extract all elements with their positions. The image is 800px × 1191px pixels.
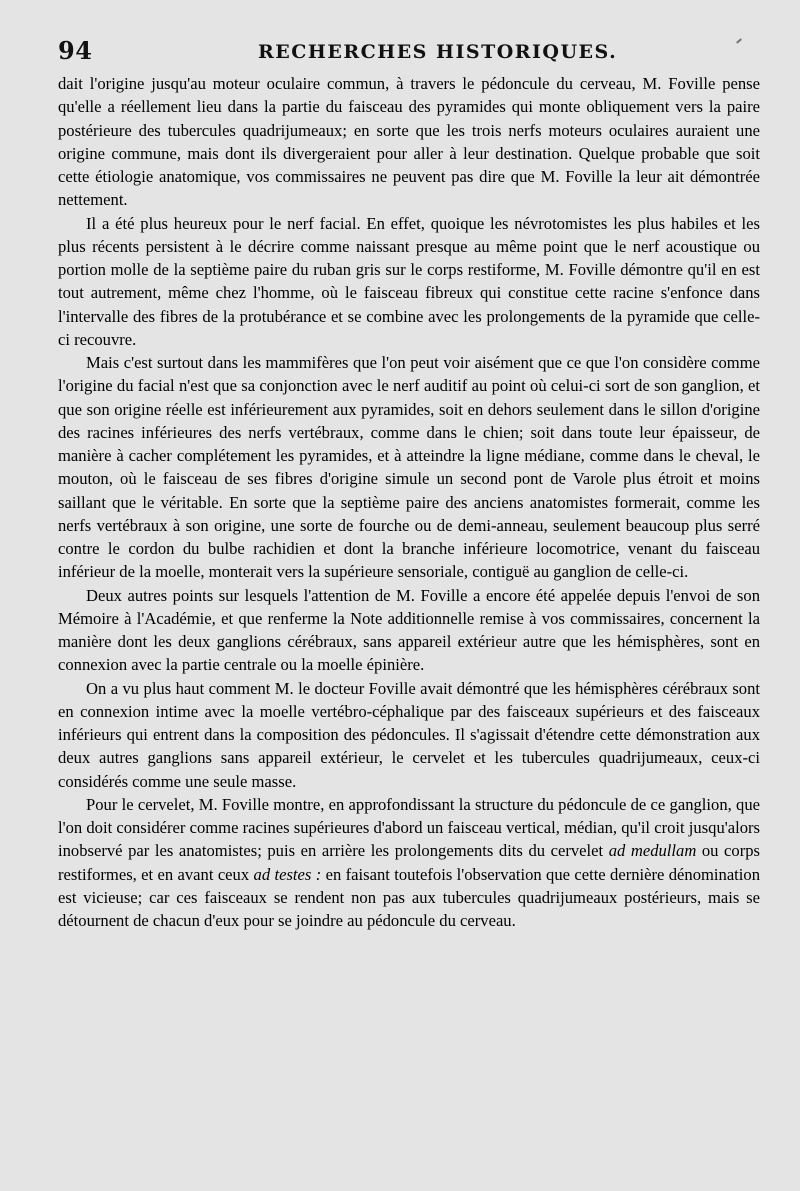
cerebellum-text-2: ou corps restiformes, et en avant ceux (58, 841, 760, 884)
paragraph-cerebellum (58, 793, 760, 933)
body-text (58, 72, 760, 932)
running-head: RECHERCHES HISTORIQUES. (258, 41, 618, 63)
ink-mark (736, 38, 742, 43)
italic-ad-medullam: ad medullam (608, 841, 697, 861)
italic-ad-testes: ad testes : (253, 864, 322, 884)
paragraph-continued: dait l'origine jusqu'au moteur oculaire commun, à travers le pédoncule du cerveau, M. Foville pense qu'elle a réellement lieu dans la partie du faisceau des pyramides qui monte obliquement vers la paire postérieure des tubercules quadrijumeaux; en sorte que les trois nerfs moteurs oculaires auraient une origine commune, mais dont ils divergeraient pour aller à leur destination. Quelque probable que soit cette étiologie anatomique, vos commissaires ne peuvent pas dire que M. Foville la leur ait démontrée nettement. (58, 74, 760, 210)
page-number: 94 (58, 36, 93, 65)
page-header (58, 26, 760, 70)
cerebellum-text-3: en faisant toutefois l'observation que cette dernière dénomination est vicieuse; car ces faisceaux se rendent non pas aux tubercules quadrijumeaux postérieurs, mais se détournent de chacun d'eux pour se joindre au pédoncule du cerveau. (58, 864, 760, 930)
paragraph-mammals: Mais c'est surtout dans les mammifères que l'on peut voir aisément que ce que l'on considère comme l'origine du facial n'est que sa conjonction avec le nerf auditif au point où celui-ci sort de son ganglion, et que son origine réelle est inférieurement aux pyramides, soit en dehors seulement dans le sillon d'origine des racines inférieures des nerfs vertébraux, comme dans le chien; soit dans toute leur épaisseur, de manière à cacher complétement les pyramides, et à atteindre la ligne médiane, comme dans le cheval, le mouton, où le faisceau de ses fibres d'origine simule un second pont de Varole plus étroit et moins saillant que le véritable. En sorte que la septième paire des anciens anatomistes formerait, comme les nerfs vertébraux à son origine, une sorte de fourche ou de demi-anneau, seulement beaucoup plus serré contre le cordon du bulbe rachidien et dont la branche inférieure locomotrice, venant du faisceau inférieur de la moelle, monterait vers la supérieure sensoriale, contiguë au ganglion de celle-ci. (58, 353, 760, 582)
paragraph-hemispheres: On a vu plus haut comment M. le docteur Foville avait démontré que les hémisphères cérébraux sont en connexion intime avec la moelle vertébro-céphalique par des faisceaux supérieurs et des faisceaux inférieurs qui entrent dans la composition des pédoncules. Il s'agissait d'étendre cette démonstration aux deux autres ganglions sans appareil extérieur, le cervelet et les tubercules quadrijumeaux, ceux-ci considérés comme une seule masse. (58, 678, 760, 791)
paragraph-two-points: Deux autres points sur lesquels l'attention de M. Foville a encore été appelée depuis l'envoi de son Mémoire à l'Académie, et que renferme la Note additionnelle remise à vos commissaires, concernent la manière dont les deux ganglions cérébraux, sans appareil extérieur autre que les hémisphères, sont en connexion avec la partie centrale ou la moelle épinière. (58, 585, 760, 675)
paragraph-facial-nerve: Il a été plus heureux pour le nerf facial. En effet, quoique les névrotomistes les plus habiles et les plus récents persistent à le décrire comme naissant presque au même point que le nerf acoustique ou portion molle de la septième paire du ruban gris sur le corps restiforme, M. Foville démontre qu'il en est tout autrement, même chez l'homme, où le faisceau fibreux qui constitue cette racine s'enfonce dans l'intervalle des fibres de la protubérance et se combine avec les prolongements de la pyramide que celle-ci recouvre. (58, 213, 760, 349)
cerebellum-text-1: Pour le cervelet, M. Foville montre, en approfondissant la structure du pédoncule de ce ganglion, que l'on doit considérer comme racines supérieures d'abord un faisceau vertical, médian, qu'il croit jusqu'alors inobservé par les anatomistes; puis en arrière les prolongements dits du cervelet (58, 794, 760, 861)
